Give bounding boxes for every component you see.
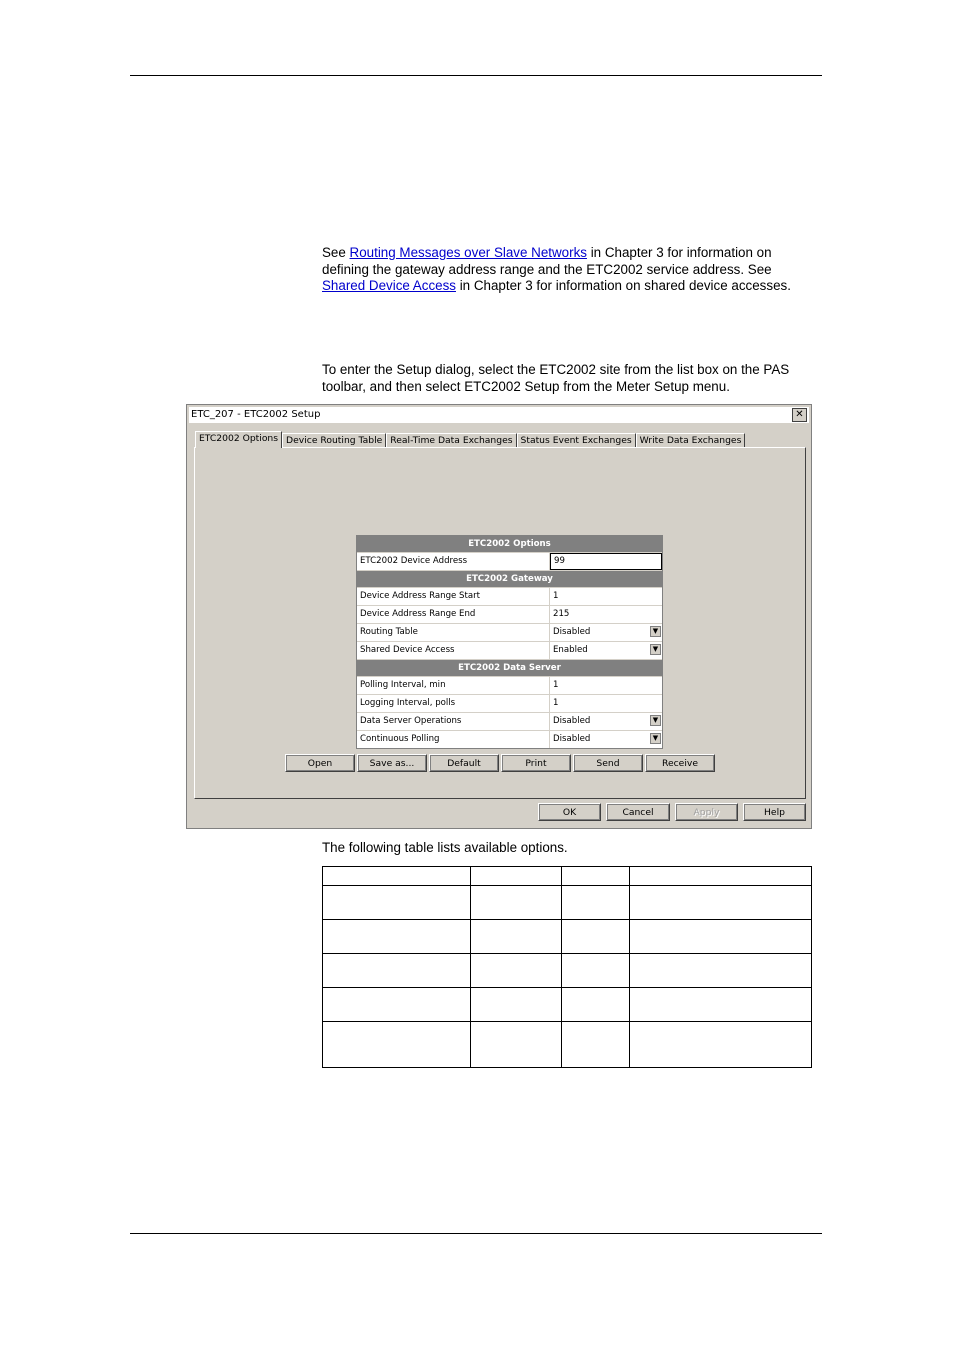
table-row [323, 886, 812, 920]
apply-button[interactable]: Apply [675, 803, 738, 821]
dialog-titlebar [189, 407, 809, 423]
label: Data Server Operations [357, 713, 550, 730]
row-range-end [357, 606, 662, 624]
table-cell [630, 867, 812, 886]
setup-dialog [186, 404, 812, 829]
table-cell [562, 954, 630, 988]
shared-access-select[interactable] [550, 642, 662, 659]
table-row [323, 1022, 812, 1068]
table-cell [323, 954, 471, 988]
logging-interval-input[interactable]: 1 [553, 698, 559, 708]
footer-rule [130, 1233, 822, 1234]
table-cell [471, 988, 562, 1022]
table-cell [471, 920, 562, 954]
dialog-buttons [538, 803, 806, 821]
tab-etc2002-options[interactable]: ETC2002 Options [195, 431, 282, 448]
ok-button[interactable]: OK [538, 803, 601, 821]
table-cell [630, 886, 812, 920]
table-cell [562, 920, 630, 954]
chevron-down-icon[interactable]: ▼ [650, 644, 661, 655]
table-cell [323, 1022, 471, 1068]
row-routing-table [357, 624, 662, 642]
close-icon[interactable]: ✕ [792, 408, 807, 422]
section-header-server: ETC2002 Data Server [357, 660, 662, 677]
text: in Chapter 3 for information on defining the gateway address range and the ETC2002 service address. See [322, 245, 772, 277]
row-polling-interval [357, 677, 662, 695]
section-header-options: ETC2002 Options [357, 536, 662, 553]
table-cell [471, 954, 562, 988]
label: Routing Table [357, 624, 550, 641]
tab-device-routing-table[interactable]: Device Routing Table [282, 433, 386, 448]
section-header-gateway: ETC2002 Gateway [357, 571, 662, 588]
selected-value: Disabled [553, 734, 591, 744]
table-cell [630, 1022, 812, 1068]
table-intro: The following table lists available options. [322, 840, 568, 855]
label: Continuous Polling [357, 731, 550, 748]
chevron-down-icon[interactable]: ▼ [650, 715, 661, 726]
default-button[interactable]: Default [429, 754, 499, 772]
send-button[interactable]: Send [573, 754, 643, 772]
dialog-title: ETC_207 - ETC2002 Setup [191, 409, 321, 420]
options-table [322, 866, 812, 1068]
tab-real-time-data-exchanges[interactable]: Real-Time Data Exchanges [386, 433, 516, 448]
row-device-address [357, 553, 662, 571]
table-row [323, 920, 812, 954]
table-cell [323, 920, 471, 954]
table-cell [471, 867, 562, 886]
chevron-down-icon[interactable]: ▼ [650, 733, 661, 744]
selected-value: Disabled [553, 716, 591, 726]
cancel-button[interactable]: Cancel [606, 803, 670, 821]
chevron-down-icon[interactable]: ▼ [650, 626, 661, 637]
polling-interval-input[interactable]: 1 [553, 680, 559, 690]
receive-button[interactable]: Receive [645, 754, 715, 772]
table-cell [323, 867, 471, 886]
label: Device Address Range Start [357, 588, 550, 605]
label: ETC2002 Device Address [357, 553, 550, 570]
selected-value: Disabled [553, 627, 591, 637]
server-ops-select[interactable] [550, 713, 662, 730]
file-buttons [285, 754, 715, 772]
table-row [323, 954, 812, 988]
table-cell [562, 1022, 630, 1068]
row-shared-access [357, 642, 662, 660]
routing-messages-link[interactable]: Routing Messages over Slave Networks [349, 245, 587, 260]
routing-table-select[interactable] [550, 624, 662, 641]
help-button[interactable]: Help [743, 803, 806, 821]
device-address-input[interactable]: 99 [550, 553, 662, 570]
shared-device-access-link[interactable]: Shared Device Access [322, 278, 456, 293]
options-panel [194, 447, 806, 799]
label: Logging Interval, polls [357, 695, 550, 712]
row-continuous-polling [357, 731, 662, 748]
label: Polling Interval, min [357, 677, 550, 694]
tab-strip [195, 431, 745, 447]
print-button[interactable]: Print [501, 754, 571, 772]
range-start-input[interactable]: 1 [553, 591, 559, 601]
tab-write-data-exchanges[interactable]: Write Data Exchanges [636, 433, 746, 448]
open-button[interactable]: Open [285, 754, 355, 772]
table-cell [471, 886, 562, 920]
table-cell [562, 988, 630, 1022]
range-end-input[interactable]: 215 [553, 609, 570, 619]
header-rule [130, 75, 822, 76]
table-cell [471, 1022, 562, 1068]
row-server-ops [357, 713, 662, 731]
table-cell [630, 920, 812, 954]
table-cell [323, 988, 471, 1022]
tab-status-event-exchanges[interactable]: Status Event Exchanges [517, 433, 636, 448]
setup-instruction: To enter the Setup dialog, select the ETC2002 site from the list box on the PAS toolbar, and then select ETC2002 Setup from the Meter Setup menu. [322, 362, 790, 394]
table-cell [562, 867, 630, 886]
label: Device Address Range End [357, 606, 550, 623]
selected-value: Enabled [553, 645, 588, 655]
table-cell [323, 886, 471, 920]
text: in Chapter 3 for information on shared device accesses. [455, 278, 791, 293]
label: Shared Device Access [357, 642, 550, 659]
info-paragraph [322, 245, 812, 295]
table-cell [562, 886, 630, 920]
continuous-polling-select[interactable] [550, 731, 662, 748]
table-row [323, 988, 812, 1022]
row-range-start [357, 588, 662, 606]
save-as-button[interactable]: Save as... [357, 754, 427, 772]
text: See [322, 245, 350, 260]
options-grid [356, 535, 663, 749]
table-cell [630, 988, 812, 1022]
table-cell [630, 954, 812, 988]
table-row [323, 867, 812, 886]
row-logging-interval [357, 695, 662, 713]
